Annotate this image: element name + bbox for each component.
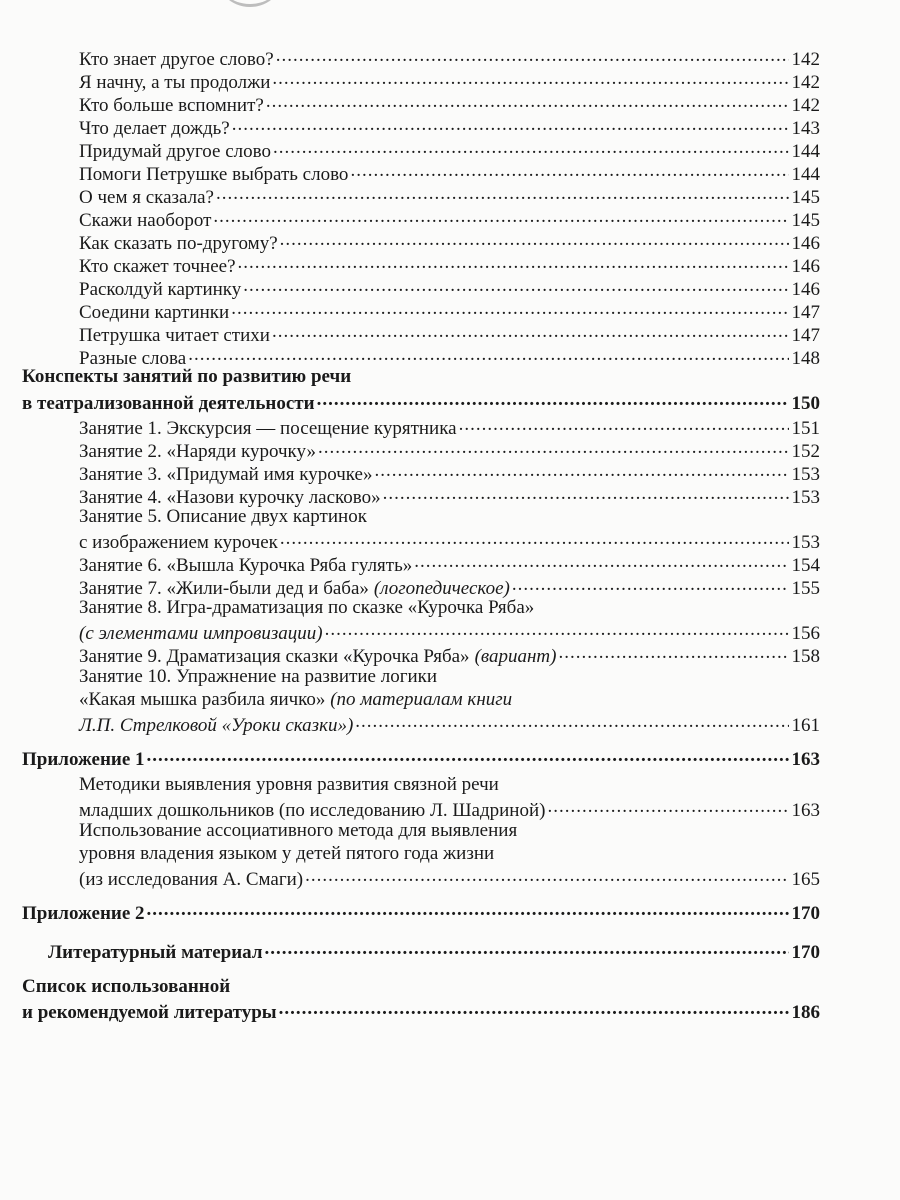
toc-entry[interactable]: [79, 184, 820, 208]
dot-leader: [273, 140, 789, 159]
section-heading-theatre-line1: Конспекты занятий по развитию речи: [22, 366, 352, 387]
toc-entry[interactable]: [79, 322, 820, 346]
dot-leader: [238, 255, 789, 274]
toc-entry-page: 145: [791, 210, 820, 231]
toc-entry[interactable]: [79, 276, 820, 300]
dot-leader: [547, 799, 788, 818]
lesson-note: (вариант): [474, 646, 557, 667]
method-entry[interactable]: [79, 797, 820, 821]
lesson-title: Занятие 8. Игра-драматизация по сказке «Курочка Ряба»: [79, 597, 535, 618]
toc-entry-page: 148: [791, 348, 820, 369]
dot-leader: [350, 163, 788, 182]
lesson-entry[interactable]: [79, 438, 820, 462]
dot-leader: [265, 941, 789, 960]
toc-entry-page: 146: [791, 279, 820, 300]
lesson-note: (логопедическое): [373, 578, 510, 599]
lesson-entry[interactable]: [79, 461, 820, 485]
references-page: 186: [791, 1002, 820, 1023]
method-title: Методики выявления уровня развития связной речи: [79, 774, 499, 795]
references-title-line2: и рекомендуемой литературы: [22, 1002, 277, 1023]
toc-entry-title: Помоги Петрушке выбрать слово: [79, 164, 349, 185]
toc-entry-title: Разные слова: [79, 348, 187, 369]
toc-entry[interactable]: [79, 92, 820, 116]
dot-leader: [383, 486, 789, 505]
toc-entry[interactable]: [79, 207, 820, 231]
method-page: 165: [791, 869, 820, 890]
toc-entry-page: 147: [791, 325, 820, 346]
toc-entry[interactable]: [79, 253, 820, 277]
method-title: уровня владения языком у детей пятого года жизни: [79, 843, 495, 864]
dot-leader: [374, 463, 788, 482]
lesson-title: с изображением курочек: [79, 532, 278, 553]
method-title: младших дошкольников (по исследованию Л. Шадриной): [79, 800, 546, 821]
dot-leader: [280, 232, 789, 251]
literary-page: 170: [791, 942, 820, 963]
dot-leader: [147, 748, 789, 767]
toc-entry-title: Кто знает другое слово?: [79, 49, 274, 70]
lesson-title: Занятие 1. Экскурсия — посещение курятника: [79, 418, 457, 439]
references-heading[interactable]: [22, 999, 820, 1023]
dot-leader: [272, 71, 788, 90]
dot-leader: [232, 117, 789, 136]
toc-entry-page: 143: [791, 118, 820, 139]
toc-entry[interactable]: [79, 69, 820, 93]
toc-entry-title: О чем я сказала?: [79, 187, 214, 208]
toc-entry-title: Что делает дождь?: [79, 118, 230, 139]
lesson-title: Занятие 6. «Вышла Курочка Ряба гулять»: [79, 555, 413, 576]
appendix-1-heading[interactable]: [22, 746, 820, 770]
lesson-page: 155: [791, 578, 820, 599]
toc-entry[interactable]: [79, 138, 820, 162]
toc-entry-page: 146: [791, 233, 820, 254]
dot-leader: [512, 577, 789, 596]
lesson-title: Занятие 9. Драматизация сказки «Курочка Ряба»: [79, 646, 470, 667]
toc-entry-title: Как сказать по-другому?: [79, 233, 278, 254]
lesson-title: Занятие 4. «Назови курочку ласково»: [79, 487, 381, 508]
lesson-note: (по материалам книги: [330, 689, 513, 710]
lesson-entry[interactable]: [79, 484, 820, 508]
toc-entry[interactable]: [79, 161, 820, 185]
lesson-entry[interactable]: [79, 529, 820, 553]
dot-leader: [243, 278, 788, 297]
lesson-title: «Какая мышка разбила яичко»: [79, 689, 326, 710]
dot-leader: [558, 645, 788, 664]
toc-entry-title: Придумай другое слово: [79, 141, 271, 162]
method-title: Использование ассоциативного метода для выявления: [79, 820, 518, 841]
dot-leader: [213, 209, 788, 228]
lesson-page: 154: [791, 555, 820, 576]
toc-entry-title: Скажи наоборот: [79, 210, 212, 231]
toc-entry[interactable]: [79, 46, 820, 70]
lesson-page: 153: [791, 464, 820, 485]
lesson-entry[interactable]: [79, 643, 820, 667]
dot-leader: [216, 186, 789, 205]
lesson-entry[interactable]: [79, 620, 820, 644]
appendix-2-page: 170: [791, 903, 820, 924]
dot-leader: [231, 301, 788, 320]
dot-leader: [280, 531, 789, 550]
lesson-title: Занятие 3. «Придумай имя курочке»: [79, 464, 373, 485]
dot-leader: [305, 868, 788, 887]
toc-entry-page: 145: [791, 187, 820, 208]
toc-entry-title: Кто скажет точнее?: [79, 256, 236, 277]
lesson-title: Занятие 5. Описание двух картинок: [79, 506, 367, 527]
dot-leader: [459, 417, 789, 436]
lesson-note: Л.П. Стрелковой «Уроки сказки»): [79, 715, 354, 736]
toc-entry-page: 142: [791, 49, 820, 70]
dot-leader: [325, 622, 789, 641]
toc-entry-title: Я начну, а ты продолжи: [79, 72, 271, 93]
toc-entry-title: Соедини картинки: [79, 302, 230, 323]
lesson-page: 153: [791, 532, 820, 553]
page-edge-mark: [215, 0, 285, 7]
toc-entry-page: 142: [791, 95, 820, 116]
lesson-page: 158: [791, 646, 820, 667]
dot-leader: [355, 714, 788, 733]
lesson-title: Занятие 10. Упражнение на развитие логики: [79, 666, 438, 687]
literary-title: Литературный материал: [48, 942, 263, 963]
toc-entry-page: 146: [791, 256, 820, 277]
lesson-title-cont: [79, 689, 512, 711]
dot-leader: [147, 902, 789, 921]
appendix-1-title: Приложение 1: [22, 749, 145, 770]
appendix-1-page: 163: [791, 749, 820, 770]
lesson-entry[interactable]: [79, 712, 820, 736]
toc-entry-page: 144: [791, 164, 820, 185]
toc-entry-title: Расколдуй картинку: [79, 279, 242, 300]
dot-leader: [188, 347, 788, 366]
toc-entry-page: 142: [791, 72, 820, 93]
toc-entry[interactable]: [79, 299, 820, 323]
toc-entry-page: 147: [791, 302, 820, 323]
lesson-entry[interactable]: [79, 415, 820, 439]
dot-leader: [266, 94, 789, 113]
references-title-line1: Список использованной: [22, 976, 231, 997]
lesson-title: Занятие 2. «Наряди курочку»: [79, 441, 316, 462]
dot-leader: [276, 48, 789, 67]
dot-leader: [318, 440, 789, 459]
toc-entry[interactable]: [79, 115, 820, 139]
lesson-page: 156: [791, 623, 820, 644]
method-page: 163: [791, 800, 820, 821]
lesson-page: 153: [791, 487, 820, 508]
appendix-2-heading[interactable]: [22, 900, 820, 924]
dot-leader: [279, 1001, 789, 1020]
toc-entry-page: 144: [791, 141, 820, 162]
lesson-page: 161: [791, 715, 820, 736]
toc-entry-title: Петрушка читает стихи: [79, 325, 270, 346]
method-entry[interactable]: [79, 866, 820, 890]
lesson-title: Занятие 7. «Жили-были дед и баба»: [79, 578, 369, 599]
dot-leader: [414, 554, 788, 573]
literary-heading[interactable]: [48, 939, 820, 963]
section-heading-theatre-line2: в театрализованной деятельности: [22, 393, 315, 414]
dot-leader: [317, 392, 789, 411]
toc-entry-title: Кто больше вспомнит?: [79, 95, 264, 116]
lesson-page: 152: [791, 441, 820, 462]
lesson-note: (с элементами импровизации): [79, 623, 323, 644]
section-heading-theatre[interactable]: [22, 390, 820, 414]
dot-leader: [272, 324, 789, 343]
section-page: 150: [791, 393, 820, 414]
lesson-entry[interactable]: [79, 552, 820, 576]
appendix-2-title: Приложение 2: [22, 903, 145, 924]
toc-entry[interactable]: [79, 230, 820, 254]
lesson-entry[interactable]: [79, 575, 820, 599]
method-title: (из исследования А. Смаги): [79, 869, 304, 890]
lesson-page: 151: [791, 418, 820, 439]
